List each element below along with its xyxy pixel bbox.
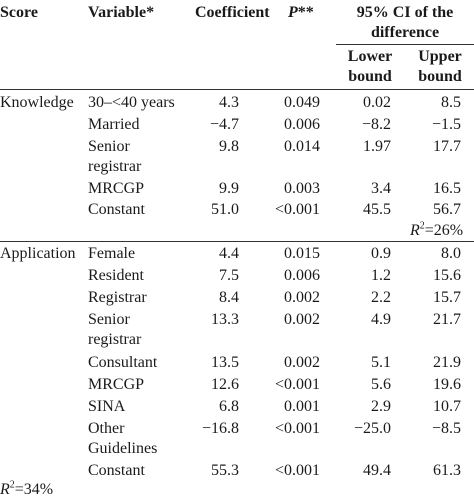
p-value-cell: 0.015: [284, 245, 320, 262]
lower-bound-cell: 49.4: [363, 462, 391, 479]
header-ci-line2: difference: [370, 24, 440, 41]
upper-bound-cell: 56.7: [433, 201, 461, 218]
header-upper-line2: bound: [418, 68, 462, 85]
lower-bound-cell: 1.97: [363, 138, 391, 155]
r-squared-letter: R: [0, 481, 10, 498]
coefficient-cell: 13.3: [211, 311, 239, 328]
variable-cell: Senior: [88, 311, 130, 328]
r-squared-value: =34%: [14, 481, 54, 498]
upper-bound-cell: 15.6: [433, 267, 461, 284]
r-squared-superscript: 2: [9, 479, 15, 491]
upper-bound-cell: 15.7: [433, 289, 461, 306]
upper-bound-cell: 8.5: [441, 94, 461, 111]
lower-bound-cell: −25.0: [353, 420, 391, 437]
upper-bound-cell: −8.5: [431, 420, 461, 437]
coefficient-cell: 9.9: [219, 180, 239, 197]
variable-cell-line2: Guidelines: [88, 440, 158, 457]
lower-bound-cell: 0.9: [371, 245, 391, 262]
lower-bound-cell: 2.2: [371, 289, 391, 306]
lower-bound-cell: 3.4: [371, 180, 391, 197]
coefficient-cell: 4.3: [219, 94, 239, 111]
upper-bound-cell: −1.5: [431, 116, 461, 133]
p-value-cell: <0.001: [274, 201, 320, 218]
p-value-cell: 0.003: [284, 180, 320, 197]
variable-cell: MRCGP: [88, 180, 145, 197]
r-squared-knowledge: [410, 221, 463, 241]
header-ci-line1: 95% CI of the: [356, 4, 454, 21]
p-value-cell: 0.006: [284, 116, 320, 133]
header-variable: Variable*: [88, 4, 155, 21]
variable-cell-line2: registrar: [88, 331, 142, 348]
upper-bound-cell: 21.9: [433, 354, 461, 371]
p-value-cell: 0.006: [284, 267, 320, 284]
coefficient-cell: 55.3: [211, 462, 239, 479]
upper-bound-cell: 10.7: [433, 398, 461, 415]
lower-bound-cell: −8.2: [361, 116, 391, 133]
header-lower-line1: Lower: [347, 48, 393, 65]
upper-bound-cell: 21.7: [433, 311, 461, 328]
coefficient-cell: −16.8: [201, 420, 239, 437]
variable-cell: Senior: [88, 138, 130, 155]
header-coefficient: Coefficient: [195, 4, 270, 21]
coefficient-cell: 13.5: [211, 354, 239, 371]
p-value-cell: 0.014: [284, 138, 320, 155]
variable-cell: Other: [88, 420, 125, 437]
lower-bound-cell: 45.5: [363, 201, 391, 218]
p-value-cell: <0.001: [274, 420, 320, 437]
variable-cell: MRCGP: [88, 376, 145, 393]
r-squared-superscript: 2: [419, 220, 425, 232]
lower-bound-cell: 0.02: [363, 94, 391, 111]
coefficient-cell: 8.4: [219, 289, 239, 306]
coefficient-cell: 6.8: [219, 398, 239, 415]
header-p-suffix: **: [297, 4, 314, 21]
upper-bound-cell: 8.0: [441, 245, 461, 262]
p-value-cell: 0.002: [284, 289, 320, 306]
variable-cell: Registrar: [88, 289, 147, 306]
variable-cell: 30–<40 years: [88, 94, 175, 111]
header-bottom-rule: [0, 89, 474, 90]
r-squared-value: =26%: [424, 222, 464, 239]
upper-bound-cell: 16.5: [433, 180, 461, 197]
p-value-cell: 0.002: [284, 354, 320, 371]
coefficient-cell: 51.0: [211, 201, 239, 218]
lower-bound-cell: 1.2: [371, 267, 391, 284]
lower-bound-cell: 5.6: [371, 376, 391, 393]
coefficient-cell: −4.7: [209, 116, 239, 133]
upper-bound-cell: 19.6: [433, 376, 461, 393]
r-squared-letter: R: [410, 222, 420, 239]
p-value-cell: <0.001: [274, 376, 320, 393]
header-lower-line2: bound: [348, 68, 392, 85]
r-squared-application: [0, 480, 53, 500]
p-value-cell: 0.049: [284, 94, 320, 111]
variable-cell: Consultant: [88, 354, 158, 371]
header-p: [288, 3, 314, 23]
variable-cell: Resident: [88, 267, 144, 284]
upper-bound-cell: 17.7: [433, 138, 461, 155]
variable-cell: Female: [88, 245, 136, 262]
lower-bound-cell: 2.9: [371, 398, 391, 415]
upper-bound-cell: 61.3: [433, 462, 461, 479]
section-divider-rule: [0, 241, 474, 242]
variable-cell: Constant: [88, 201, 145, 218]
p-value-cell: 0.001: [284, 398, 320, 415]
lower-bound-cell: 4.9: [371, 311, 391, 328]
section-label-application: Application: [0, 245, 76, 262]
coefficient-cell: 12.6: [211, 376, 239, 393]
header-upper-line1: Upper: [418, 48, 462, 65]
p-value-cell: <0.001: [274, 462, 320, 479]
coefficient-cell: 9.8: [219, 138, 239, 155]
ci-underline: [336, 44, 474, 45]
lower-bound-cell: 5.1: [371, 354, 391, 371]
section-label-knowledge: Knowledge: [0, 94, 74, 111]
coefficient-cell: 7.5: [219, 267, 239, 284]
coefficient-cell: 4.4: [219, 245, 239, 262]
header-p-letter: P: [288, 4, 298, 21]
header-score: Score: [0, 4, 38, 21]
variable-cell: SINA: [88, 398, 126, 415]
variable-cell: Married: [88, 116, 140, 133]
p-value-cell: 0.002: [284, 311, 320, 328]
variable-cell-line2: registrar: [88, 158, 142, 175]
variable-cell: Constant: [88, 462, 145, 479]
